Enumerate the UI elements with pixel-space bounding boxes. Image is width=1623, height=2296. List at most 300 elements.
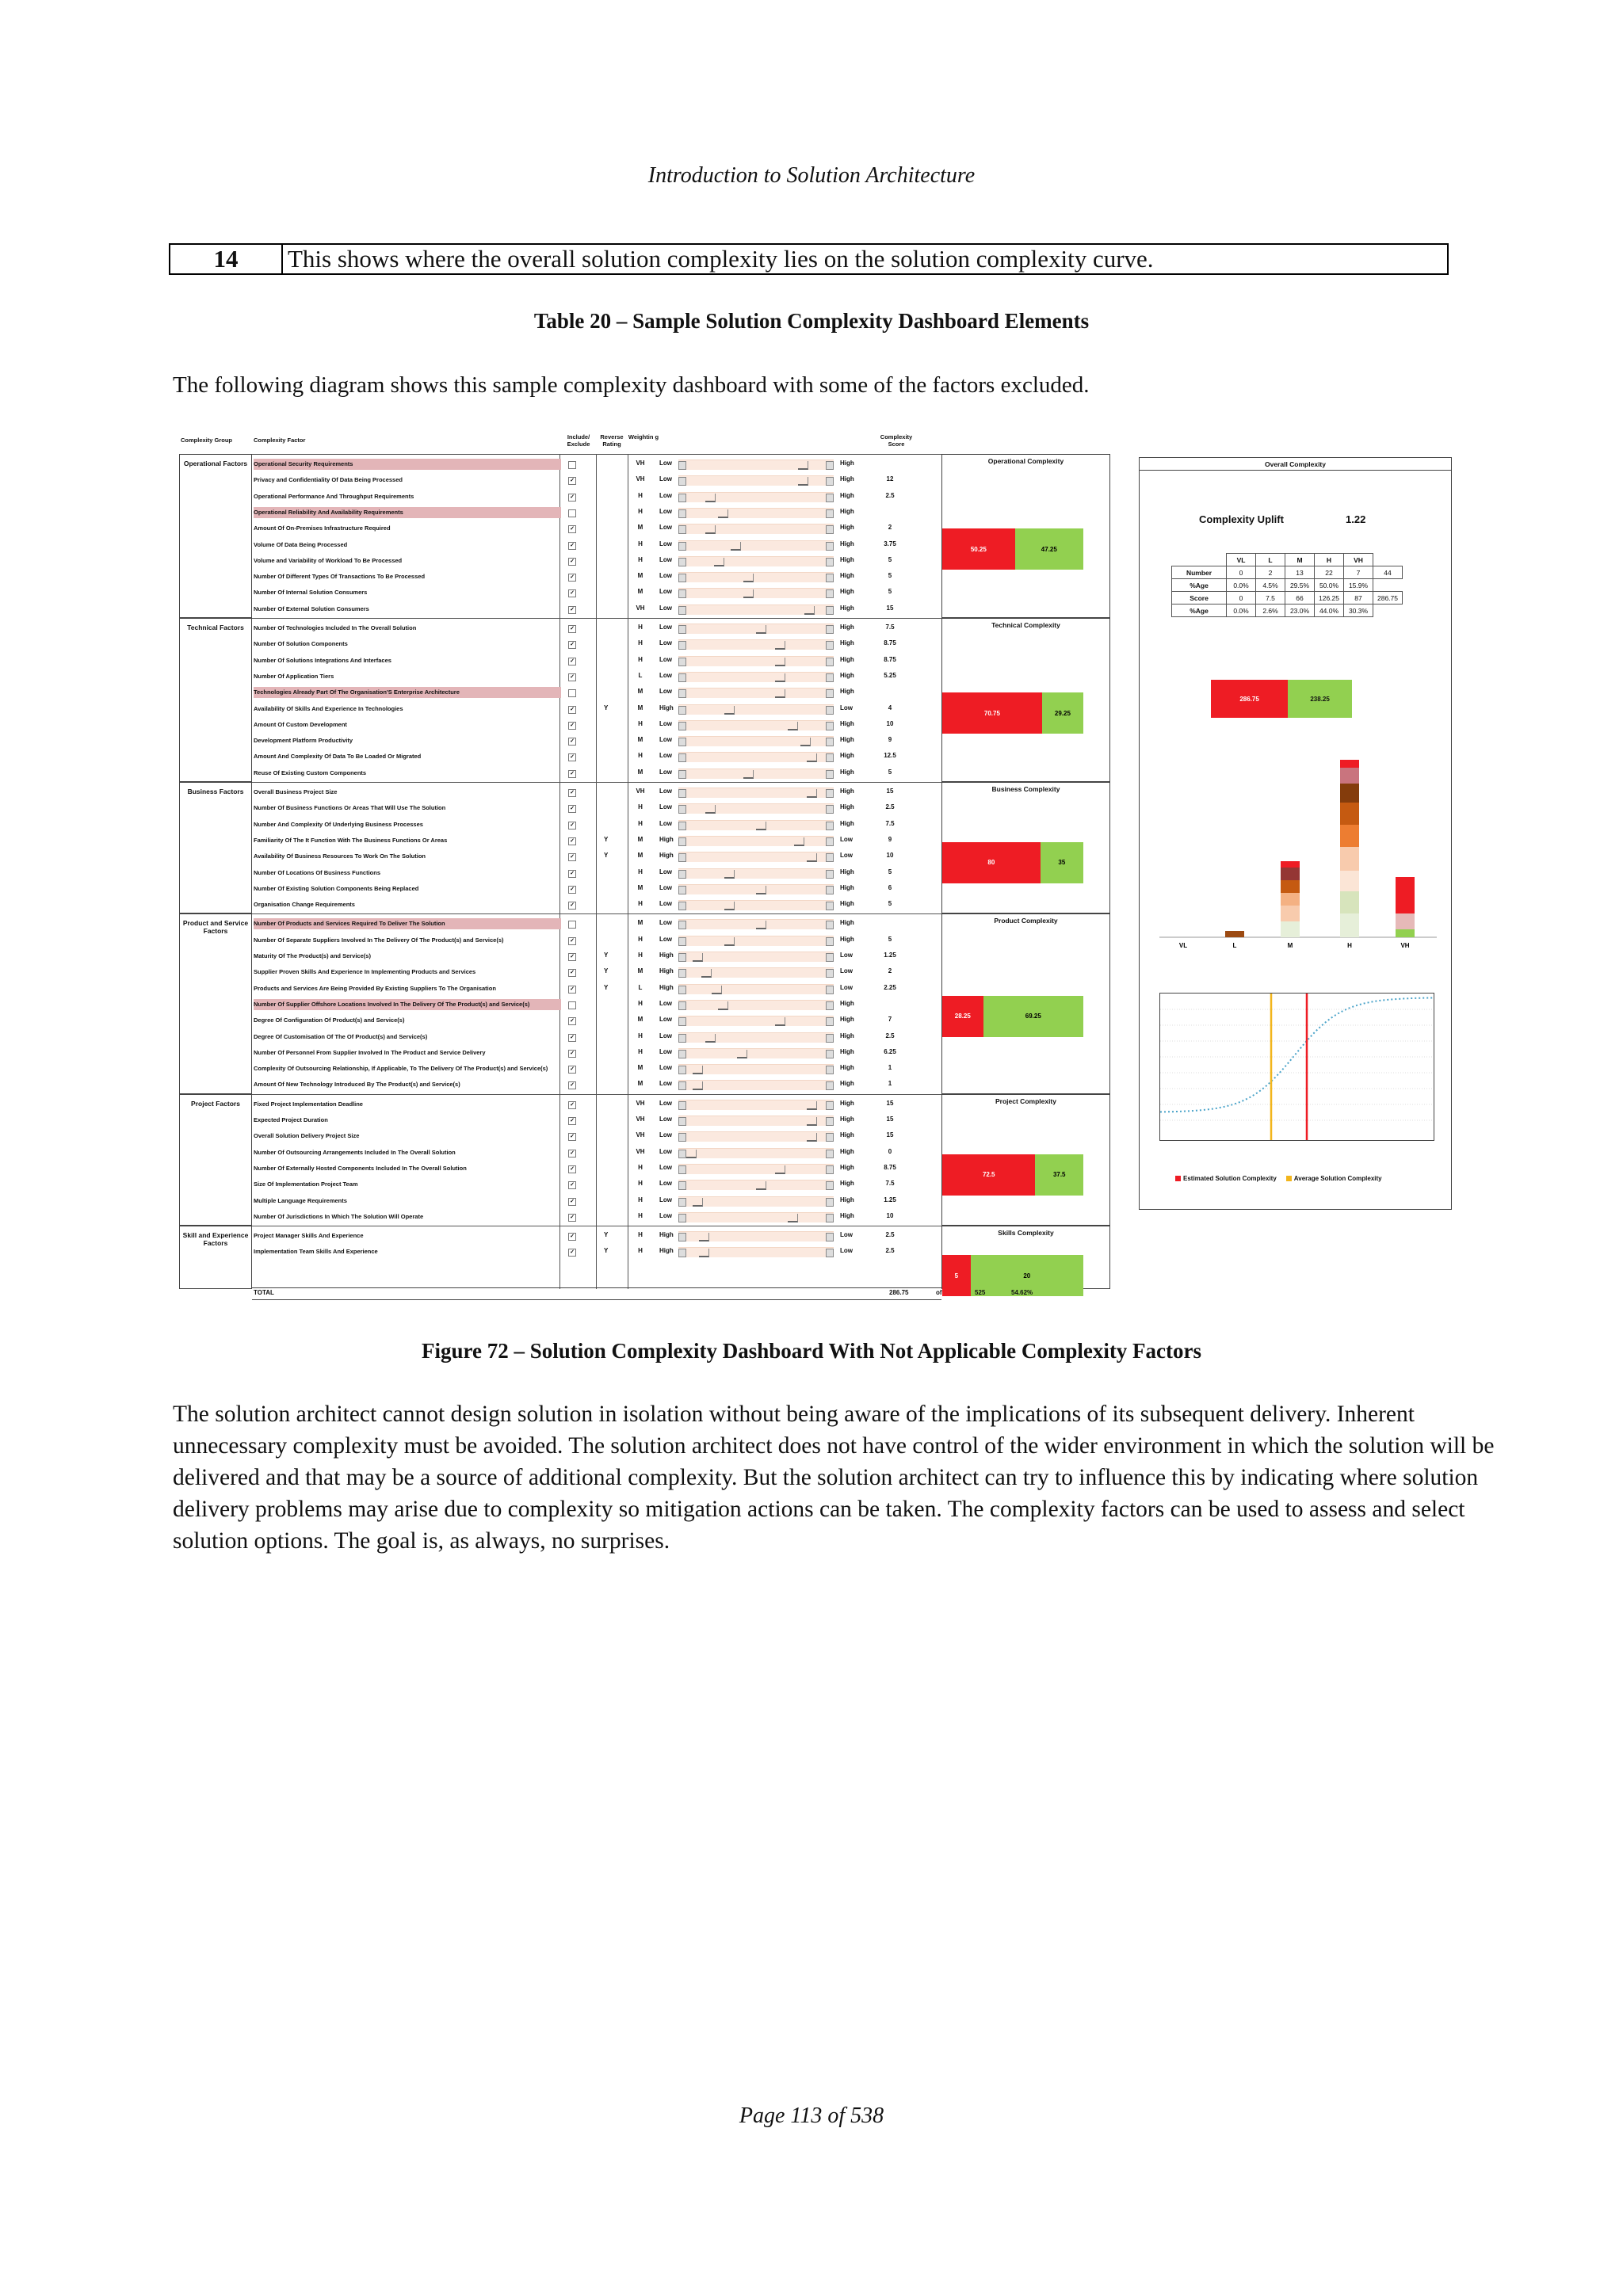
- factor-name: Number Of Internal Solution Consumers: [254, 589, 368, 597]
- factor-score: 1: [888, 1080, 892, 1088]
- rating-slider[interactable]: [678, 836, 834, 846]
- slider-thumb[interactable]: [701, 969, 712, 978]
- slider-thumb[interactable]: [788, 722, 798, 730]
- slider-left-arrow[interactable]: [678, 641, 686, 650]
- slider-right-arrow[interactable]: [826, 606, 834, 615]
- slider-low-label: Low: [659, 1163, 672, 1171]
- slider-right-arrow[interactable]: [826, 870, 834, 879]
- slider-left-arrow[interactable]: [678, 477, 686, 486]
- stack-segment: [1340, 768, 1359, 784]
- slider-right-arrow[interactable]: [826, 689, 834, 698]
- slider-left-arrow[interactable]: [678, 822, 686, 830]
- include-checkbox[interactable]: ✓: [568, 937, 576, 945]
- include-checkbox[interactable]: ✓: [568, 1101, 576, 1109]
- slider-left-arrow[interactable]: [678, 1081, 686, 1090]
- slider-right-arrow[interactable]: [826, 1050, 834, 1058]
- include-checkbox[interactable]: ✓: [568, 886, 576, 894]
- include-checkbox[interactable]: ✓: [568, 494, 576, 502]
- slider-left-arrow[interactable]: [678, 1017, 686, 1026]
- slider-thumb[interactable]: [775, 658, 785, 666]
- rating-slider[interactable]: [678, 572, 834, 582]
- rating-slider[interactable]: [678, 556, 834, 566]
- slider-thumb[interactable]: [756, 921, 766, 929]
- include-checkbox[interactable]: ✓: [568, 1249, 576, 1257]
- table-cell: 44.0%: [1315, 605, 1344, 617]
- factor-score: 7: [888, 1016, 892, 1024]
- rating-slider[interactable]: [678, 769, 834, 779]
- factor-name: Operational Reliability And Availability Requirements: [254, 507, 561, 518]
- include-checkbox[interactable]: ✓: [568, 953, 576, 961]
- include-checkbox[interactable]: [568, 921, 576, 929]
- include-checkbox[interactable]: ✓: [568, 1081, 576, 1089]
- group-complexity-panel: [941, 913, 1110, 1093]
- rating-slider[interactable]: [678, 788, 834, 798]
- weighting-value: M: [637, 835, 643, 843]
- slider-right-arrow[interactable]: [826, 789, 834, 798]
- rating-slider[interactable]: [678, 736, 834, 746]
- include-checkbox[interactable]: ✓: [568, 558, 576, 566]
- factor-name: Number Of Externally Hosted Components Included In The Overall Solution: [254, 1164, 467, 1172]
- slider-right-arrow[interactable]: [826, 837, 834, 846]
- include-checkbox[interactable]: [568, 689, 576, 697]
- slider-low-label: Low: [659, 491, 672, 499]
- rating-slider[interactable]: [678, 720, 834, 730]
- slider-right-arrow[interactable]: [826, 574, 834, 582]
- slider-right-arrow[interactable]: [826, 1181, 834, 1190]
- weighting-value: H: [638, 999, 643, 1007]
- include-checkbox[interactable]: ✓: [568, 673, 576, 681]
- include-checkbox[interactable]: ✓: [568, 658, 576, 666]
- slider-right-arrow[interactable]: [826, 1066, 834, 1074]
- table-row: [1172, 566, 1403, 579]
- slider-right-arrow[interactable]: [826, 770, 834, 779]
- include-checkbox[interactable]: ✓: [568, 606, 576, 614]
- slider-left-arrow[interactable]: [678, 953, 686, 962]
- slider-left-arrow[interactable]: [678, 558, 686, 566]
- slider-right-arrow[interactable]: [826, 921, 834, 929]
- include-checkbox[interactable]: ✓: [568, 641, 576, 649]
- slider-thumb[interactable]: [705, 525, 716, 534]
- stack-segment: [1340, 784, 1359, 803]
- include-checkbox[interactable]: ✓: [568, 853, 576, 861]
- table-cell: 2.6%: [1256, 605, 1285, 617]
- include-checkbox[interactable]: ✓: [568, 805, 576, 813]
- rating-slider[interactable]: [678, 752, 834, 762]
- rating-slider[interactable]: [678, 624, 834, 634]
- slider-thumb[interactable]: [693, 1198, 703, 1207]
- include-checkbox[interactable]: ✓: [568, 753, 576, 761]
- slider-thumb[interactable]: [724, 706, 735, 715]
- slider-left-arrow[interactable]: [678, 542, 686, 551]
- rating-slider[interactable]: [678, 1080, 834, 1090]
- factor-name: Number Of Existing Solution Components Being Replaced: [254, 884, 419, 892]
- rating-slider[interactable]: [678, 460, 834, 470]
- slider-left-arrow[interactable]: [678, 494, 686, 502]
- stack-segment: [1340, 891, 1359, 913]
- factor-name: Number Of Application Tiers: [254, 672, 334, 680]
- slider-right-arrow[interactable]: [826, 853, 834, 862]
- include-checkbox[interactable]: ✓: [568, 1233, 576, 1241]
- slider-low-label: High: [659, 967, 674, 975]
- slider-thumb[interactable]: [756, 1181, 766, 1190]
- include-checkbox[interactable]: ✓: [568, 706, 576, 714]
- rating-slider[interactable]: [678, 967, 834, 978]
- slider-thumb[interactable]: [743, 589, 754, 598]
- include-checkbox[interactable]: ✓: [568, 1165, 576, 1173]
- slider-low-label: Low: [659, 572, 672, 580]
- slider-thumb[interactable]: [804, 606, 815, 615]
- slider-thumb[interactable]: [775, 641, 785, 650]
- slider-thumb[interactable]: [807, 753, 817, 762]
- include-checkbox[interactable]: ✓: [568, 738, 576, 746]
- include-checkbox[interactable]: ✓: [568, 1066, 576, 1074]
- factor-score: 5: [888, 768, 892, 776]
- slider-left-arrow[interactable]: [678, 886, 686, 894]
- slider-thumb[interactable]: [775, 673, 785, 682]
- slider-right-arrow[interactable]: [826, 658, 834, 666]
- rating-slider[interactable]: [678, 639, 834, 650]
- slider-left-arrow[interactable]: [678, 902, 686, 910]
- include-checkbox[interactable]: [568, 509, 576, 517]
- slider-low-label: Low: [659, 1211, 672, 1219]
- slider-left-arrow[interactable]: [678, 1249, 686, 1257]
- rating-slider[interactable]: [678, 900, 834, 910]
- slider-thumb[interactable]: [743, 770, 754, 779]
- rating-slider[interactable]: [678, 492, 834, 502]
- slider-thumb[interactable]: [807, 1133, 817, 1142]
- slider-left-arrow[interactable]: [678, 1117, 686, 1126]
- rating-slider[interactable]: [678, 672, 834, 682]
- slider-left-arrow[interactable]: [678, 722, 686, 730]
- slider-right-arrow[interactable]: [826, 477, 834, 486]
- slider-right-arrow[interactable]: [826, 509, 834, 518]
- slider-thumb[interactable]: [699, 1249, 709, 1257]
- slider-thumb[interactable]: [756, 625, 766, 634]
- slider-thumb[interactable]: [807, 1101, 817, 1110]
- slider-right-arrow[interactable]: [826, 1233, 834, 1241]
- include-checkbox[interactable]: [568, 1001, 576, 1009]
- include-checkbox[interactable]: ✓: [568, 722, 576, 730]
- rating-slider[interactable]: [678, 1100, 834, 1110]
- slider-right-arrow[interactable]: [826, 558, 834, 566]
- factor-score: 5: [888, 572, 892, 580]
- rating-slider[interactable]: [678, 1064, 834, 1074]
- slider-low-label: Low: [659, 1099, 672, 1107]
- slider-left-arrow[interactable]: [678, 589, 686, 598]
- slider-left-arrow[interactable]: [678, 689, 686, 698]
- slider-left-arrow[interactable]: [678, 1181, 686, 1190]
- slider-left-arrow[interactable]: [678, 1001, 686, 1010]
- slider-right-arrow[interactable]: [826, 1214, 834, 1222]
- slider-right-arrow[interactable]: [826, 902, 834, 910]
- slider-thumb[interactable]: [718, 1001, 728, 1010]
- rating-slider[interactable]: [678, 1212, 834, 1222]
- slider-right-arrow[interactable]: [826, 886, 834, 894]
- slider-right-arrow[interactable]: [826, 1133, 834, 1142]
- rating-slider[interactable]: [678, 868, 834, 879]
- factor-name: Organisation Change Requirements: [254, 901, 355, 909]
- slider-right-arrow[interactable]: [826, 953, 834, 962]
- slider-thumb[interactable]: [705, 805, 716, 814]
- rating-slider[interactable]: [678, 524, 834, 534]
- slider-right-arrow[interactable]: [826, 494, 834, 502]
- slider-thumb[interactable]: [756, 822, 766, 830]
- include-checkbox[interactable]: [568, 461, 576, 469]
- slider-thumb[interactable]: [800, 738, 811, 746]
- slider-left-arrow[interactable]: [678, 1133, 686, 1142]
- slider-left-arrow[interactable]: [678, 753, 686, 762]
- rating-slider[interactable]: [678, 605, 834, 615]
- slider-right-arrow[interactable]: [826, 1249, 834, 1257]
- group-score-bar: [942, 1154, 1083, 1196]
- slider-thumb[interactable]: [756, 886, 766, 894]
- slider-thumb[interactable]: [724, 937, 735, 946]
- slider-thumb[interactable]: [798, 461, 808, 470]
- factor-name: Implementation Team Skills And Experience: [254, 1248, 378, 1256]
- slider-right-arrow[interactable]: [826, 822, 834, 830]
- stack-segment: [1281, 880, 1300, 893]
- rating-slider[interactable]: [678, 884, 834, 894]
- slider-right-arrow[interactable]: [826, 1034, 834, 1043]
- rating-slider[interactable]: [678, 656, 834, 666]
- slider-left-arrow[interactable]: [678, 1150, 686, 1158]
- slider-left-arrow[interactable]: [678, 805, 686, 814]
- factor-score: 2: [888, 967, 892, 975]
- include-checkbox[interactable]: ✓: [568, 525, 576, 533]
- include-checkbox[interactable]: ✓: [568, 969, 576, 977]
- slider-right-arrow[interactable]: [826, 753, 834, 762]
- weighting-value: VH: [636, 475, 645, 483]
- slider-left-arrow[interactable]: [678, 789, 686, 798]
- slider-left-arrow[interactable]: [678, 606, 686, 615]
- slider-right-arrow[interactable]: [826, 1001, 834, 1010]
- slider-thumb[interactable]: [712, 986, 722, 994]
- slider-right-arrow[interactable]: [826, 1198, 834, 1207]
- slider-left-arrow[interactable]: [678, 870, 686, 879]
- slider-right-arrow[interactable]: [826, 937, 834, 946]
- factor-name: Number Of Solutions Integrations And Interfaces: [254, 656, 391, 664]
- rating-slider[interactable]: [678, 475, 834, 486]
- include-checkbox[interactable]: ✓: [568, 822, 576, 830]
- slider-thumb[interactable]: [807, 1117, 817, 1126]
- slider-thumb[interactable]: [788, 1214, 798, 1222]
- slider-left-arrow[interactable]: [678, 1214, 686, 1222]
- slider-left-arrow[interactable]: [678, 937, 686, 946]
- slider-left-arrow[interactable]: [678, 1050, 686, 1058]
- header-group: Complexity Group: [181, 437, 233, 444]
- complexity-curve-chart: [1159, 993, 1434, 1141]
- include-checkbox[interactable]: ✓: [568, 902, 576, 910]
- factor-score: 15: [886, 1099, 894, 1107]
- slider-left-arrow[interactable]: [678, 921, 686, 929]
- slider-thumb[interactable]: [731, 542, 741, 551]
- total-row: [252, 1287, 1033, 1300]
- include-checkbox[interactable]: ✓: [568, 770, 576, 778]
- table-row: [1172, 592, 1403, 605]
- slider-thumb[interactable]: [775, 1017, 785, 1026]
- include-checkbox[interactable]: ✓: [568, 1150, 576, 1158]
- rating-slider[interactable]: [678, 1116, 834, 1126]
- slider-high-label: High: [840, 639, 854, 647]
- rating-slider[interactable]: [678, 820, 834, 830]
- slider-thumb[interactable]: [724, 902, 735, 910]
- slider-high-label: High: [840, 1047, 854, 1055]
- slider-thumb[interactable]: [724, 870, 735, 879]
- stack-segment: [1340, 871, 1359, 891]
- factor-name: Number And Complexity Of Underlying Business Processes: [254, 820, 423, 828]
- slider-thumb[interactable]: [775, 1165, 785, 1174]
- slider-left-arrow[interactable]: [678, 1198, 686, 1207]
- slider-thumb[interactable]: [794, 837, 804, 846]
- slider-left-arrow[interactable]: [678, 509, 686, 518]
- slider-right-arrow[interactable]: [826, 1017, 834, 1026]
- include-checkbox[interactable]: ✓: [568, 1198, 576, 1206]
- slider-right-arrow[interactable]: [826, 722, 834, 730]
- rating-slider[interactable]: [678, 1164, 834, 1174]
- include-checkbox[interactable]: ✓: [568, 1034, 576, 1042]
- slider-thumb[interactable]: [686, 1150, 697, 1158]
- include-checkbox[interactable]: ✓: [568, 1214, 576, 1222]
- slider-right-arrow[interactable]: [826, 461, 834, 470]
- slider-left-arrow[interactable]: [678, 837, 686, 846]
- group-label: Technical Factors: [179, 618, 252, 782]
- slider-low-label: Low: [659, 540, 672, 547]
- slider-low-label: Low: [659, 999, 672, 1007]
- slider-right-arrow[interactable]: [826, 1117, 834, 1126]
- rating-slider[interactable]: [678, 803, 834, 814]
- slider-thumb[interactable]: [693, 953, 703, 962]
- slider-thumb[interactable]: [743, 574, 754, 582]
- slider-left-arrow[interactable]: [678, 1101, 686, 1110]
- rating-slider[interactable]: [678, 936, 834, 946]
- include-checkbox[interactable]: ✓: [568, 574, 576, 582]
- slider-left-arrow[interactable]: [678, 986, 686, 994]
- slider-thumb[interactable]: [737, 1050, 747, 1058]
- slider-thumb[interactable]: [693, 1081, 703, 1090]
- rating-slider[interactable]: [678, 852, 834, 862]
- rating-slider[interactable]: [678, 984, 834, 994]
- include-checkbox[interactable]: ✓: [568, 1181, 576, 1189]
- slider-thumb[interactable]: [714, 558, 724, 566]
- rating-slider[interactable]: [678, 1180, 834, 1190]
- rating-slider[interactable]: [678, 952, 834, 962]
- include-checkbox[interactable]: ✓: [568, 870, 576, 878]
- factor-score: 2: [888, 524, 892, 532]
- factor-name: Overall Solution Delivery Project Size: [254, 1132, 360, 1140]
- rating-slider[interactable]: [678, 1048, 834, 1058]
- rating-slider[interactable]: [678, 919, 834, 929]
- factor-score: 1.25: [884, 1196, 896, 1203]
- slider-left-arrow[interactable]: [678, 625, 686, 634]
- slider-right-arrow[interactable]: [826, 589, 834, 598]
- slider-left-arrow[interactable]: [678, 1165, 686, 1174]
- include-checkbox[interactable]: ✓: [568, 789, 576, 797]
- slider-right-arrow[interactable]: [826, 673, 834, 682]
- weighting-value: H: [638, 1247, 643, 1255]
- include-checkbox[interactable]: ✓: [568, 837, 576, 845]
- slider-left-arrow[interactable]: [678, 1066, 686, 1074]
- slider-left-arrow[interactable]: [678, 853, 686, 862]
- rating-slider[interactable]: [678, 508, 834, 518]
- slider-left-arrow[interactable]: [678, 738, 686, 746]
- slider-left-arrow[interactable]: [678, 1233, 686, 1241]
- slider-thumb[interactable]: [718, 509, 728, 518]
- slider-right-arrow[interactable]: [826, 969, 834, 978]
- slider-high-label: High: [840, 1064, 854, 1072]
- rating-slider[interactable]: [678, 540, 834, 551]
- slider-right-arrow[interactable]: [826, 805, 834, 814]
- include-checkbox[interactable]: ✓: [568, 1133, 576, 1141]
- include-checkbox[interactable]: ✓: [568, 542, 576, 550]
- rating-slider[interactable]: [678, 704, 834, 715]
- rating-slider[interactable]: [678, 1032, 834, 1043]
- rating-slider[interactable]: [678, 1016, 834, 1026]
- factor-score: 2.5: [885, 803, 895, 811]
- slider-thumb[interactable]: [807, 853, 817, 862]
- include-checkbox[interactable]: ✓: [568, 589, 576, 597]
- slider-right-arrow[interactable]: [826, 542, 834, 551]
- slider-left-arrow[interactable]: [678, 770, 686, 779]
- slider-left-arrow[interactable]: [678, 673, 686, 682]
- slider-right-arrow[interactable]: [826, 1150, 834, 1158]
- factor-score: 15: [886, 788, 894, 795]
- rating-slider[interactable]: [678, 1000, 834, 1010]
- slider-left-arrow[interactable]: [678, 574, 686, 582]
- slider-thumb[interactable]: [699, 1233, 709, 1241]
- slider-right-arrow[interactable]: [826, 738, 834, 746]
- slider-left-arrow[interactable]: [678, 969, 686, 978]
- rating-slider[interactable]: [678, 1231, 834, 1241]
- slider-thumb[interactable]: [807, 789, 817, 798]
- include-checkbox[interactable]: ✓: [568, 986, 576, 994]
- slider-right-arrow[interactable]: [826, 1081, 834, 1090]
- rating-slider[interactable]: [678, 688, 834, 698]
- rating-slider[interactable]: [678, 1148, 834, 1158]
- reverse-rating: Y: [604, 835, 609, 843]
- slider-right-arrow[interactable]: [826, 986, 834, 994]
- slider-right-arrow[interactable]: [826, 706, 834, 715]
- slider-right-arrow[interactable]: [826, 1165, 834, 1174]
- slider-left-arrow[interactable]: [678, 461, 686, 470]
- slider-right-arrow[interactable]: [826, 525, 834, 534]
- rating-slider[interactable]: [678, 1196, 834, 1207]
- group-score-bar: [942, 528, 1083, 570]
- rating-slider[interactable]: [678, 1247, 834, 1257]
- table-cell: 87: [1344, 592, 1373, 605]
- slider-left-arrow[interactable]: [678, 1034, 686, 1043]
- panel-title: Business Complexity: [991, 785, 1060, 793]
- include-checkbox[interactable]: ✓: [568, 1050, 576, 1058]
- slider-right-arrow[interactable]: [826, 641, 834, 650]
- slider-high-label: High: [840, 1196, 854, 1203]
- slider-thumb[interactable]: [693, 1066, 703, 1074]
- include-checkbox[interactable]: ✓: [568, 1117, 576, 1125]
- include-checkbox[interactable]: ✓: [568, 625, 576, 633]
- include-checkbox[interactable]: ✓: [568, 1017, 576, 1025]
- slider-right-arrow[interactable]: [826, 1101, 834, 1110]
- rating-slider[interactable]: [678, 588, 834, 598]
- slider-thumb[interactable]: [705, 494, 716, 502]
- slider-left-arrow[interactable]: [678, 706, 686, 715]
- include-checkbox[interactable]: ✓: [568, 477, 576, 485]
- slider-thumb[interactable]: [705, 1034, 716, 1043]
- slider-left-arrow[interactable]: [678, 525, 686, 534]
- slider-left-arrow[interactable]: [678, 658, 686, 666]
- slider-thumb[interactable]: [775, 689, 785, 698]
- rating-slider[interactable]: [678, 1131, 834, 1142]
- slider-right-arrow[interactable]: [826, 625, 834, 634]
- slider-thumb[interactable]: [798, 477, 808, 486]
